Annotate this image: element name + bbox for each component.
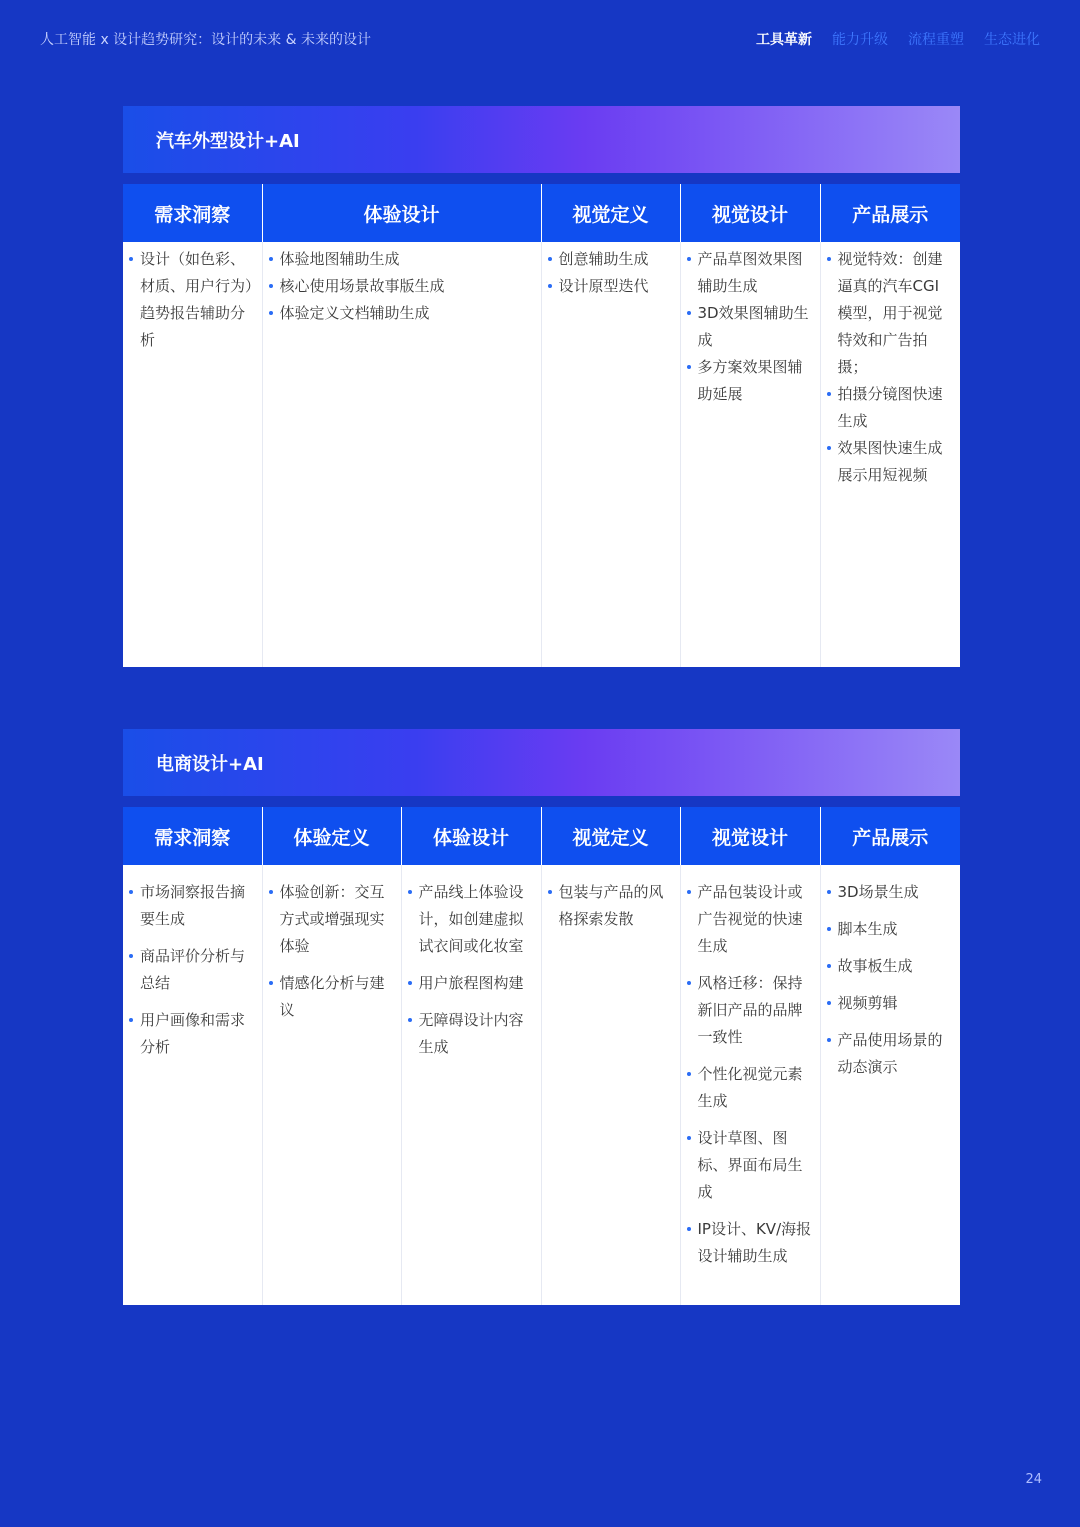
table-cell [262, 242, 541, 667]
nav-item-capability[interactable]: 能力升级 [832, 32, 888, 48]
list-item: 效果图快速生成展示用短视频 [827, 435, 955, 489]
list-item: 用户画像和需求分析 [129, 1007, 256, 1061]
list-item: 视频剪辑 [827, 990, 955, 1017]
column-header: 体验设计 [401, 807, 541, 865]
list-item: 情感化分析与建议 [269, 970, 395, 1024]
nav-item-process[interactable]: 流程重塑 [908, 32, 964, 48]
list-item: 无障碍设计内容生成 [408, 1007, 535, 1061]
table-cell [680, 242, 820, 667]
table-cell [680, 865, 820, 1305]
table-cell [820, 865, 960, 1305]
top-nav [756, 29, 1040, 49]
document-header-title: 人工智能 x 设计趋势研究：设计的未来 & 未来的设计 [40, 32, 372, 48]
list-item: 核心使用场景故事版生成 [269, 273, 535, 300]
list-item: 市场洞察报告摘要生成 [129, 879, 256, 933]
nav-item-ecosystem[interactable]: 生态进化 [984, 32, 1040, 48]
table-cell [123, 242, 262, 667]
list-item: 个性化视觉元素生成 [687, 1061, 814, 1115]
column-header: 需求洞察 [123, 184, 262, 242]
list-item: 故事板生成 [827, 953, 955, 980]
table-cell [123, 865, 262, 1305]
stage-table [123, 184, 960, 667]
page-number: 24 [1025, 1472, 1042, 1487]
table-cell [262, 865, 401, 1305]
section-banner [123, 106, 960, 173]
list-item: 商品评价分析与总结 [129, 943, 256, 997]
list-item: 体验定义文档辅助生成 [269, 300, 535, 327]
column-header: 产品展示 [820, 184, 960, 242]
list-item: 体验创新：交互方式或增强现实体验 [269, 879, 395, 960]
section-banner [123, 729, 960, 796]
list-item: 视觉特效：创建逼真的汽车CGI模型，用于视觉特效和广告拍摄； [827, 246, 955, 381]
stage-table [123, 807, 960, 1305]
list-item: 产品包装设计或广告视觉的快速生成 [687, 879, 814, 960]
section-title: 汽车外型设计+AI [156, 130, 300, 152]
column-header: 视觉定义 [541, 184, 680, 242]
column-header: 体验设计 [262, 184, 541, 242]
list-item: 脚本生成 [827, 916, 955, 943]
table-cell [401, 865, 541, 1305]
list-item: 3D效果图辅助生成 [687, 300, 814, 354]
section-title: 电商设计+AI [156, 753, 264, 775]
column-header: 需求洞察 [123, 807, 262, 865]
column-header: 视觉设计 [680, 807, 820, 865]
list-item: 3D场景生成 [827, 879, 955, 906]
table-cell [541, 242, 680, 667]
section-ecommerce [123, 729, 960, 1305]
list-item: 风格迁移：保持新旧产品的品牌一致性 [687, 970, 814, 1051]
list-item: 用户旅程图构建 [408, 970, 535, 997]
column-header: 产品展示 [820, 807, 960, 865]
list-item: 设计（如色彩、材质、用户行为）趋势报告辅助分析 [129, 246, 256, 354]
content-row [123, 242, 960, 667]
list-item: 拍摄分镜图快速生成 [827, 381, 955, 435]
list-item: 设计草图、图标、界面布局生成 [687, 1125, 814, 1206]
list-item: 多方案效果图辅助延展 [687, 354, 814, 408]
column-header: 视觉设计 [680, 184, 820, 242]
list-item: 创意辅助生成 [548, 246, 674, 273]
list-item: 设计原型迭代 [548, 273, 674, 300]
column-header: 体验定义 [262, 807, 401, 865]
header-row [123, 807, 960, 865]
content-row [123, 865, 960, 1305]
list-item: 产品使用场景的动态演示 [827, 1027, 955, 1081]
list-item: 体验地图辅助生成 [269, 246, 535, 273]
column-header: 视觉定义 [541, 807, 680, 865]
section-automotive [123, 106, 960, 667]
list-item: 产品草图效果图辅助生成 [687, 246, 814, 300]
header-row [123, 184, 960, 242]
table-cell [820, 242, 960, 667]
nav-item-tools[interactable]: 工具革新 [756, 32, 812, 48]
list-item: 包装与产品的风格探索发散 [548, 879, 674, 933]
list-item: 产品线上体验设计，如创建虚拟试衣间或化妆室 [408, 879, 535, 960]
list-item: IP设计、KV/海报设计辅助生成 [687, 1216, 814, 1270]
table-cell [541, 865, 680, 1305]
